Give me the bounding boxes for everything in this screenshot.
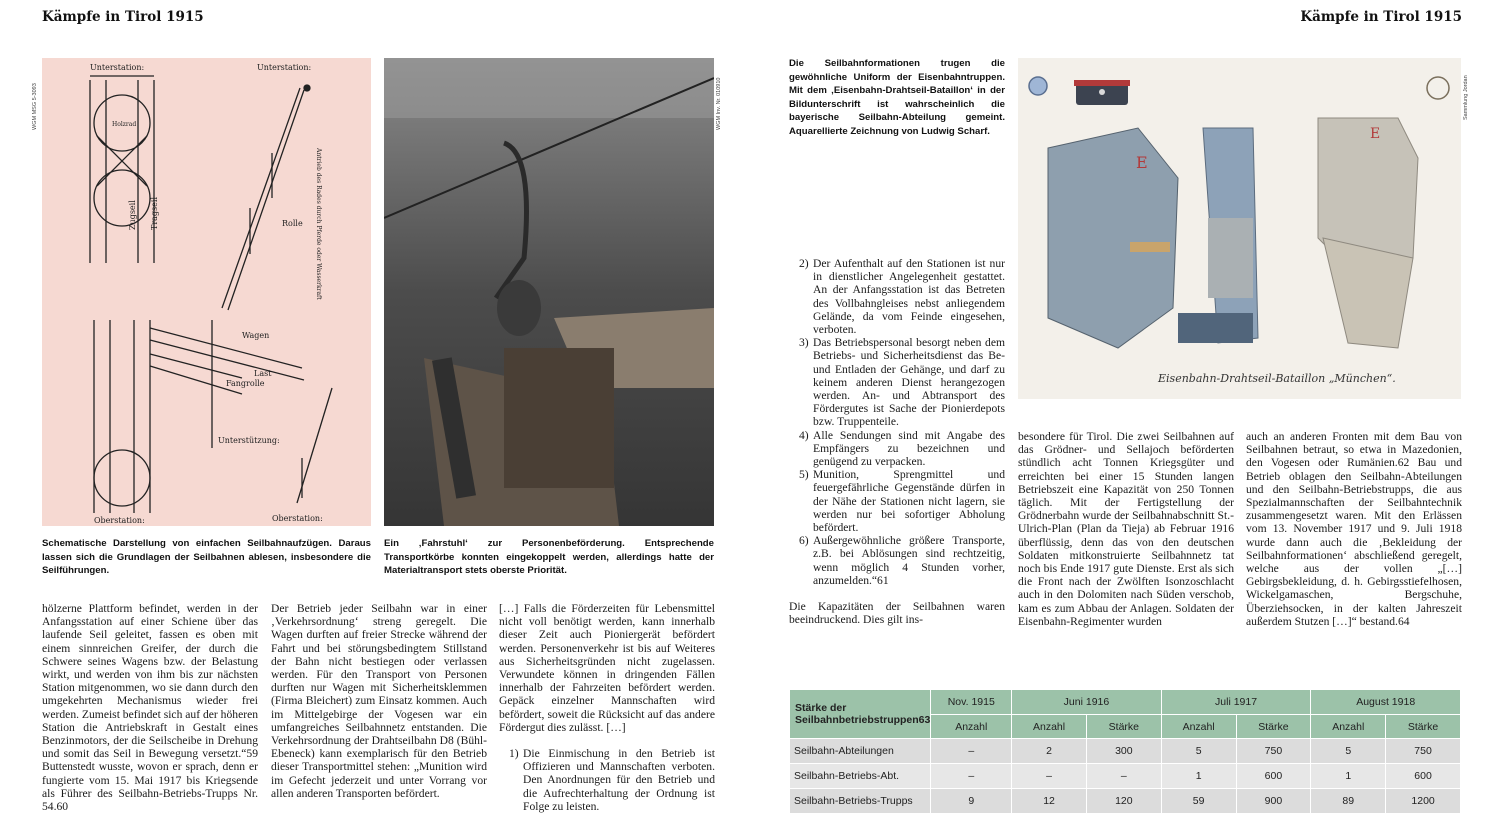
label-oberstation-right: Oberstation: (272, 514, 323, 523)
table-cell: 5 (1161, 739, 1236, 764)
label-holzrad: Holzrad (112, 121, 137, 128)
running-header-left: Kämpfe in Tirol 1915 (42, 9, 204, 25)
body-paragraph: […] Falls die Förderzeiten für Lebensmittel nicht voll benötigt werden, kann innerhalb dieser Zeit auch Pioniergerät befördert werden. Personenverkehr ist bis auf Weiteres aus Sicherheitsgründen nicht zugelassen. Verwundete können in dringenden Fällen innerhalb der Fahrzeiten befördert werden. Gepäck einzelner Mannschaften wird befördert, soweit die Rücksicht auf das andere Fördergut dies zulässt. […] (499, 602, 715, 734)
list-text: Das Betriebspersonal besorgt neben dem Betriebs- und Sicherheitsdienst das Be- und Entladen der Gehänge, und darf zu keinem anderen Dienst herangezogen werden. An- und Abtransport des Fördergutes ist Sache der Pionierdepots bzw. Truppenteile. (813, 336, 1005, 429)
label-unterstuetzung: Unterstützung: (218, 436, 280, 445)
table-cell: 750 (1386, 739, 1461, 764)
label-rolle: Rolle (282, 219, 303, 228)
body-column-1 (42, 602, 258, 813)
table-cell: 600 (1386, 764, 1461, 789)
running-header-right: Kämpfe in Tirol 1915 (1300, 9, 1462, 25)
table-row (790, 764, 1461, 789)
svg-text:E: E (1136, 153, 1148, 172)
body-column-4 (789, 257, 1005, 626)
table-cell: 300 (1086, 739, 1161, 764)
body-paragraph: Die Kapazitäten der Seilbahnen waren beeindruckend. Dies gilt ins- (789, 600, 1005, 627)
table-row (790, 739, 1461, 764)
body-paragraph: hölzerne Plattform befindet, werden in der Anfangsstation auf einer Schiene über das laufende Seil geleitet, fassen es oben mit einem sinnreichen Greifer, der durch die Schwere seines Wagens bzw. der Belastung wirkt, und werden von ihm bis zur nächsten Station mitgenommen, wo sie dann durch den umgekehrten Mechanismus wieder frei werden. Zumeist befindet sich auf der höheren Station die Antriebskraft in Gestalt eines Benzinmotors, der die Seilscheibe in Drehung und somit das Seil in Bewegung versetzt.“59 Buttenstedt wusste, wovon er sprach, denn er fungierte vom 15. Mai 1917 bis Kriegsende als Führer des Seilbahn-Betriebs-Trupps Nr. 54.60 (42, 602, 259, 814)
chairlift-photo (384, 58, 714, 526)
label-antrieb: Antrieb des Rades durch Pferde oder Wasserkraft (315, 148, 322, 300)
table-cell: 1200 (1386, 789, 1461, 814)
period-header: Juli 1917 (1161, 690, 1311, 715)
list-text: Alle Sendungen sind mit Angabe des Empfängers zu bezeichnen und genügend zu verpacken. (813, 428, 1005, 469)
table-cell: 600 (1236, 764, 1311, 789)
cableway-diagram-drawing (42, 58, 371, 526)
body-column-5 (1018, 430, 1234, 628)
watercolor-inscription: Eisenbahn-Drahtseil-Bataillon „München“. (1158, 372, 1396, 385)
row-label: Seilbahn-Betriebs-Abt. (790, 764, 931, 789)
table-cell: – (931, 739, 1012, 764)
table-cell: 59 (1161, 789, 1236, 814)
list-item (789, 336, 1005, 428)
list-item (789, 429, 1005, 469)
list-item (789, 468, 1005, 534)
body-paragraph: auch an anderen Fronten mit dem Bau von Seilbahnen betraut, so etwa in Mazedonien, den Vogesen oder Rumänien.62 Bau und Betrieb oblagen den Seilbahn-Abteilungen und den Seilbahn-Betriebstrupps, die aus Spezialmannschaften der Seilbahntechnik zusammengesetzt waren. Mit den Erlässen vom 13. November 1917 und 9. Juli 1918 wurde dann auch die ‚Bekleidung der Seilbahnformationen‘ abschließend geregelt, welche aus der vollen „[…] Gebirgsbekleidung, d. h. Gebirgsstiefelhosen, Wickelgamaschen, Bergschuhe, Überziehsocken, in der kalten Jahreszeit außerdem Stutzen […]“ bestand.64 (1246, 430, 1462, 628)
caption-photo: Ein ‚Fahrstuhl‘ zur Personenbeförderung. Entsprechende Transportkörbe konnten eingekoppelt werden, allerdings hatte der Materialtransport stets oberste Priorität. (384, 538, 714, 576)
row-label: Seilbahn-Betriebs-Trupps (790, 789, 931, 814)
table-cell: 120 (1086, 789, 1161, 814)
label-wagen: Wagen (242, 331, 270, 340)
table-cell: 1 (1311, 764, 1386, 789)
sub-header: Anzahl (1311, 715, 1386, 739)
label-last: Last (254, 369, 272, 378)
body-paragraph: Der Betrieb jeder Seilbahn war in einer ‚Verkehrsordnung‘ streng geregelt. Die Wagen durften auf freier Strecke während der Fahrt und bei störungsbedingtem Stillstand der Bahn nicht bestiegen oder verlassen werden. Für den Transport von Personen durften nur Wagen mit Sicherheitsklemmen (Firma Bleichert) zum Einsatz kommen. Auch im Mittelgebirge der Vogesen war ein umfangreiches Seilbahnnetz entstanden. Die Verkehrsordnung der Drahtseilbahn D8 (Bühl-Ebeneck) kann exemplarisch für den Betrieb dieser Transportmittel stehen: „Munition wird im Gefecht jederzeit und unter Vorrang vor allen anderen Transporten befördert. (271, 602, 487, 800)
svg-text:E: E (1370, 126, 1381, 142)
table-row (790, 789, 1461, 814)
label-unterstation-right: Unterstation: (257, 63, 312, 72)
label-oberstation-left: Oberstation: (94, 516, 145, 525)
sub-header: Stärke (1236, 715, 1311, 739)
list-item (499, 747, 715, 813)
table-cell: 9 (931, 789, 1012, 814)
strength-table-wrapper (789, 689, 1461, 814)
label-tragseil: Tragseil (150, 196, 159, 230)
sub-header: Stärke (1086, 715, 1161, 739)
sub-header: Stärke (1386, 715, 1461, 739)
label-fangrolle: Fangrolle (226, 379, 265, 388)
table-cell: – (1086, 764, 1161, 789)
list-text: Die Einmischung in den Betrieb ist Offizieren und Mannschaften verboten. Den Anordnungen für den Betrieb und die Aufrechterhaltung der Ordnung ist Folge zu leisten. (523, 747, 715, 813)
cableway-diagram (42, 58, 371, 526)
table-cell: 1 (1161, 764, 1236, 789)
list-item (789, 534, 1005, 587)
regulation-list (499, 747, 715, 813)
caption-watercolor: Die Seilbahnformationen trugen die gewöhnliche Uniform der Eisenbahntruppen. Mit dem ‚Eisenbahn-Drahtseil-Bataillon‘ in der Bildunterschrift ist wahrscheinlich die bayerische Seilbahn-Abteilung gemeint. Aquarellierte Zeichnung von Ludwig Scharf. (789, 58, 1005, 137)
list-number: 2) (799, 257, 809, 270)
list-number: 5) (799, 468, 809, 482)
sub-header: Anzahl (931, 715, 1012, 739)
list-text: Außergewöhnliche größere Transporte, z.B. bei Ablösungen sind rechtzeitig, wenn möglich 4 Stunden vorher, anzumelden.“61 (813, 534, 1005, 587)
list-number: 3) (799, 336, 809, 350)
list-number: 4) (799, 428, 809, 442)
list-text: Munition, Sprengmittel und feuergefährliche Gegenstände dürfen in der Nähe der Stationen nicht lagern, sie werden nur bei sofortiger Abholung befördert. (813, 468, 1005, 535)
uniform-watercolor (1018, 58, 1461, 399)
list-text: Der Aufenthalt auf den Stationen ist nur in dienstlicher Angelegenheit gestattet. An der Anfangsstation ist das Betreten des Vollbahngleises nebst anliegendem Gelände, da vom Feinde eingesehen, verboten. (813, 257, 1005, 337)
table-cell: 900 (1236, 789, 1311, 814)
label-zugseil: Zugseil (128, 200, 137, 230)
chairlift-photo-drawing (384, 58, 714, 526)
body-paragraph: besondere für Tirol. Die zwei Seilbahnen auf das Grödner- und Sellajoch beförderten stündlich acht Tonnen Kriegsgüter und erreichten bei einer 15 Stunden langen Betriebszeit eine Kapazität von 250 Tonnen täglich. Mit der Fertigstellung der Grödnerbahn wurde der Seilbahnabschnitt St.-Ulrich-Plan (Plan da Tieja) ab Februar 1916 überflüssig, denn das von den deutschen Soldaten mitkonstruierte Seilbahnnetz tat noch bis Ende 1917 gute Dienste. Erst als sich die Front nach der Zwölften Isonzoschlacht auch in den Dolomiten nach Süden verschob, kam es zum Abbau der Anlagen. Soldaten der Eisenbahn-Regimenter wurden (1018, 430, 1234, 628)
list-number: 1) (509, 747, 519, 761)
table-cell: – (1012, 764, 1087, 789)
strength-table (789, 689, 1461, 814)
table-corner-header: Stärke der Seilbahnbetriebstruppen63 (790, 690, 931, 739)
credit-photo: WGM Inv. Nr. 010910 (716, 77, 722, 130)
period-header: Nov. 1915 (931, 690, 1012, 715)
body-column-6 (1246, 430, 1462, 628)
table-cell: 2 (1012, 739, 1087, 764)
caption-diagram: Schematische Darstellung von einfachen Seilbahnaufzügen. Daraus lassen sich die Grundlagen der Seilbahnen ablesen, insbesondere die Seilführungen. (42, 538, 371, 576)
list-number: 6) (799, 534, 809, 548)
label-unterstation-left: Unterstation: (90, 63, 145, 72)
sub-header: Anzahl (1012, 715, 1087, 739)
uniform-watercolor-drawing (1018, 58, 1461, 399)
period-header: August 1918 (1311, 690, 1461, 715)
table-cell: – (931, 764, 1012, 789)
table-cell: 12 (1012, 789, 1087, 814)
body-column-2 (271, 602, 487, 800)
list-item (789, 257, 1005, 336)
credit-watercolor: Sammlung Jordan (1463, 75, 1469, 120)
credit-diagram: WGM MSG 5-3093 (32, 83, 38, 130)
body-column-3 (499, 602, 715, 813)
period-header: Juni 1916 (1012, 690, 1162, 715)
table-cell: 89 (1311, 789, 1386, 814)
table-cell: 5 (1311, 739, 1386, 764)
table-cell: 750 (1236, 739, 1311, 764)
row-label: Seilbahn-Abteilungen (790, 739, 931, 764)
sub-header: Anzahl (1161, 715, 1236, 739)
regulation-list-continued (789, 257, 1005, 587)
